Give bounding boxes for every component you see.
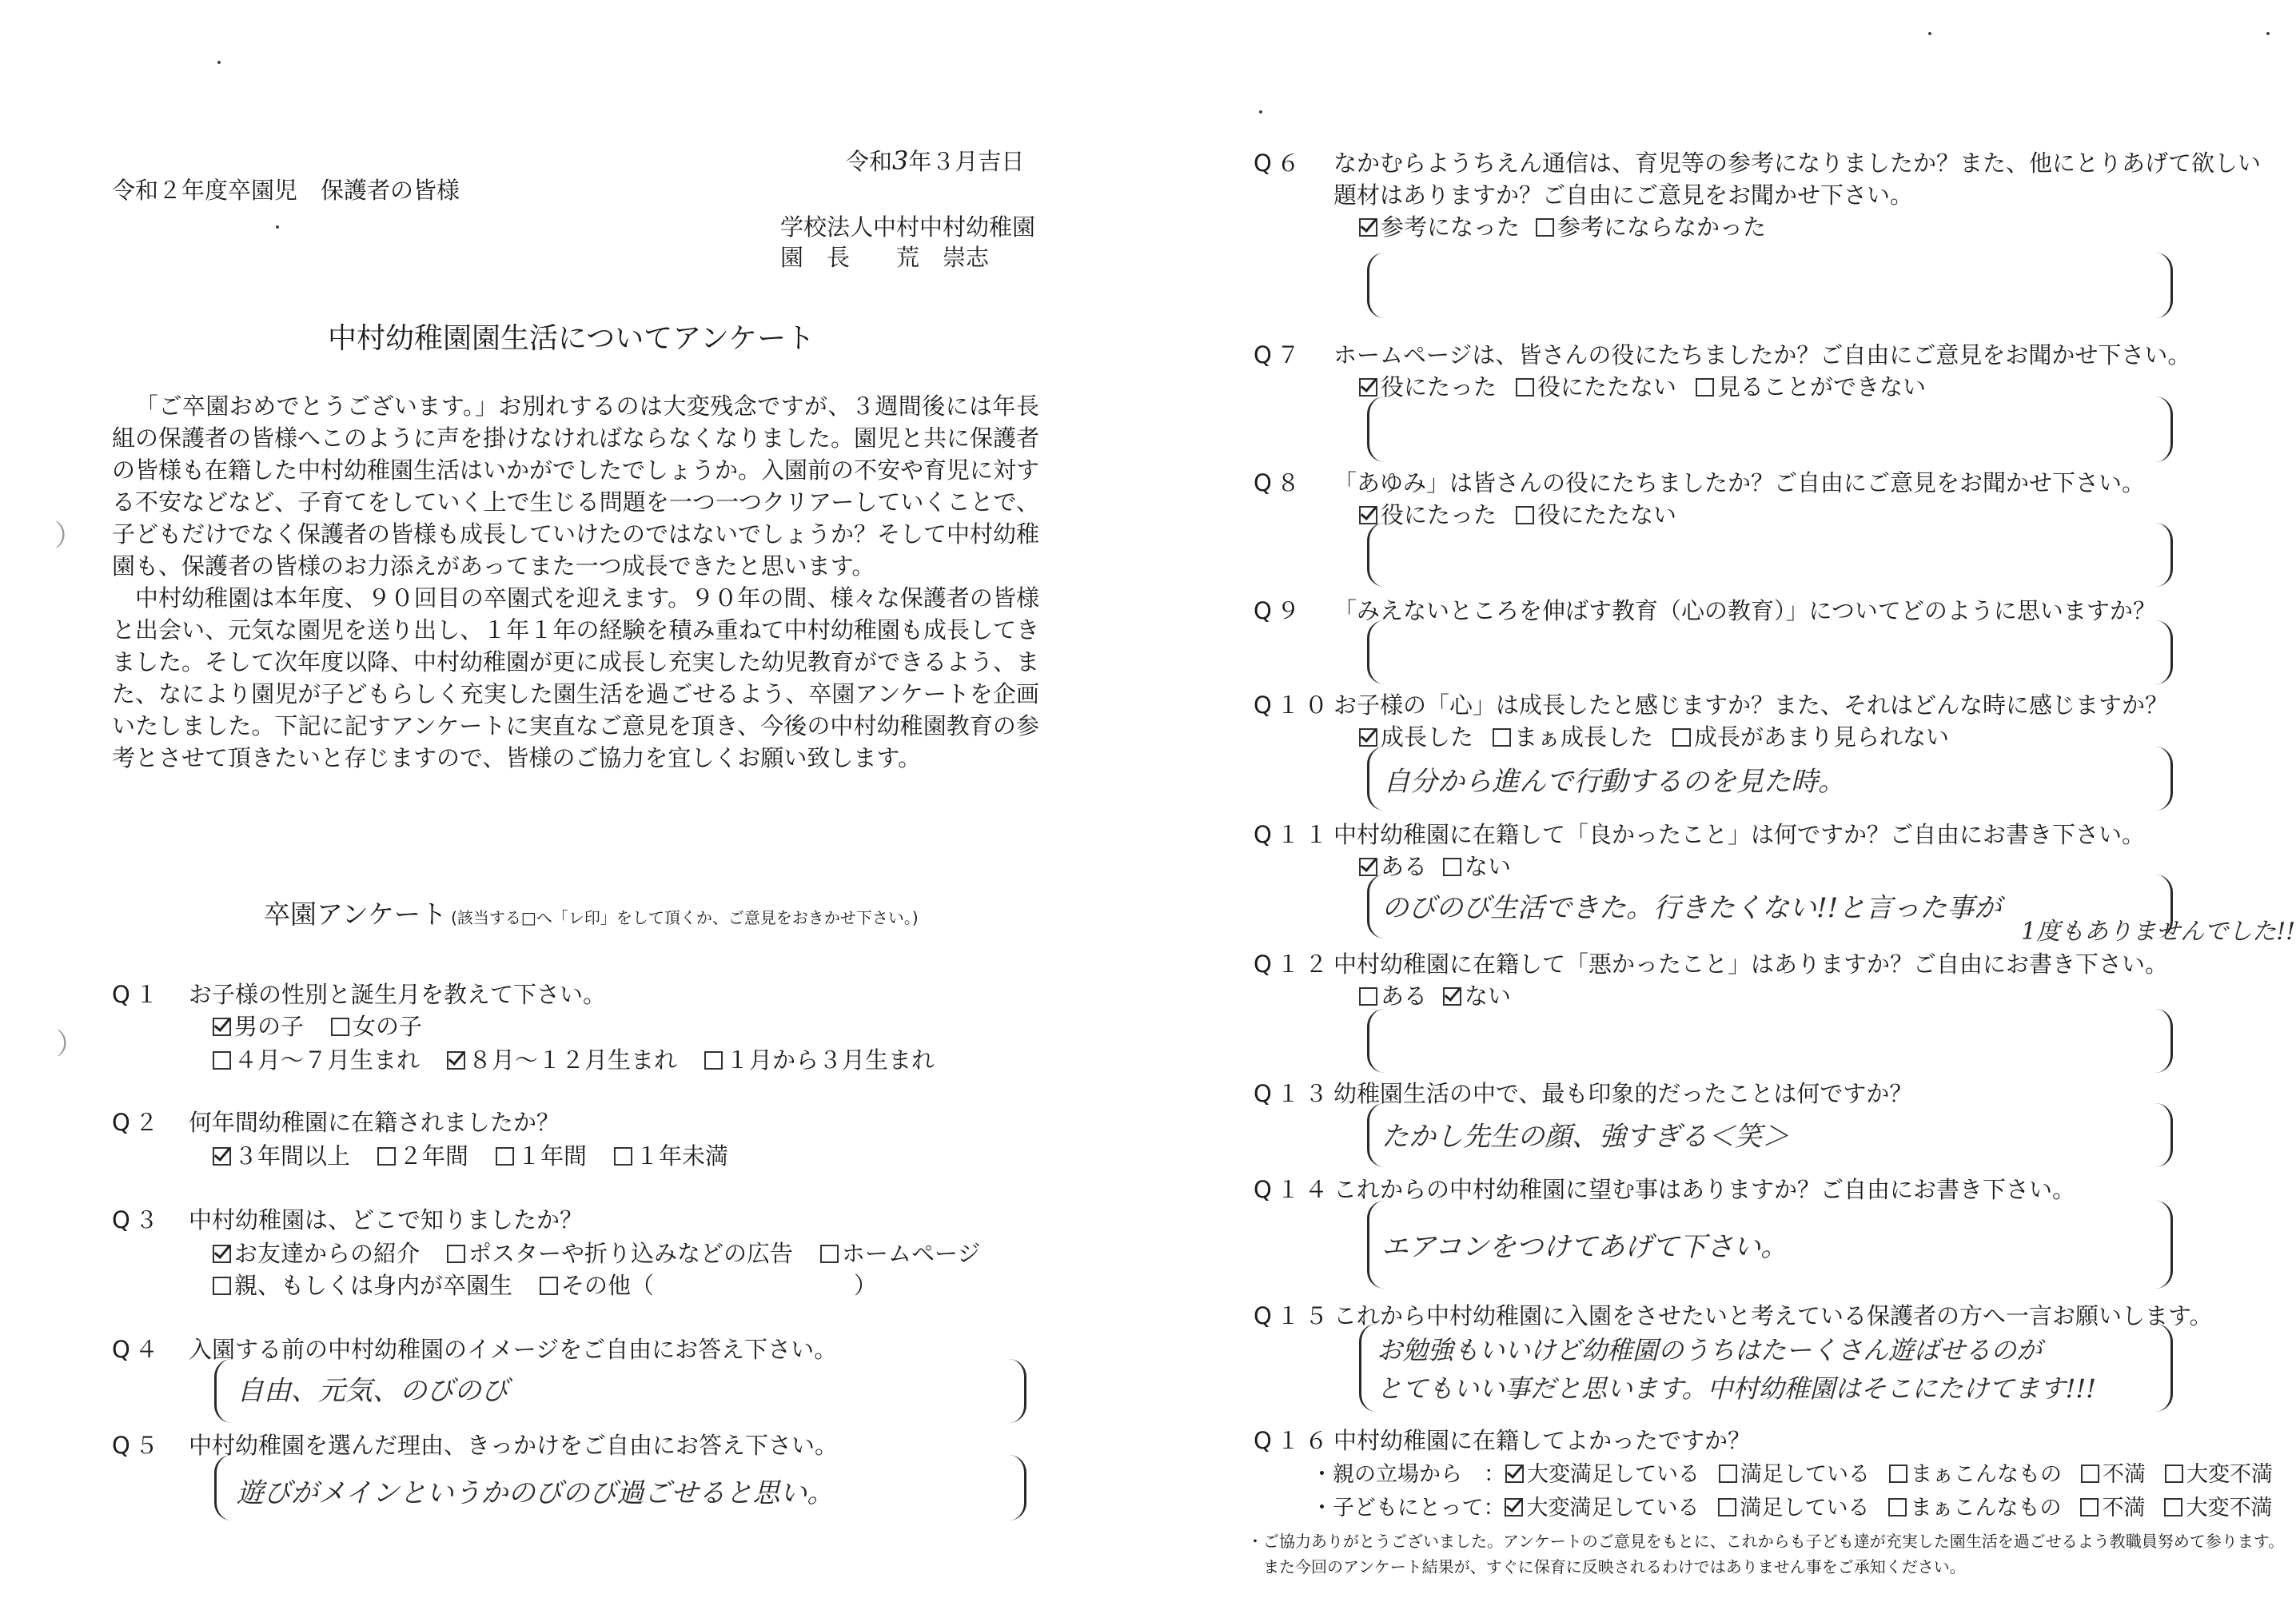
option-dissatisfied[interactable]: 不満 [2081,1457,2146,1488]
option-aug-dec[interactable]: ８月～１２月生まれ [447,1042,677,1075]
option-dissatisfied[interactable]: 不満 [2080,1490,2145,1521]
q16-row-label: ・子どもにとって： [1311,1496,1505,1520]
option-poster[interactable]: ポスターや折り込みなどの広告 [447,1236,793,1269]
q6-options [1359,209,1793,242]
checkbox-checked[interactable] [1359,378,1377,397]
option-jan-mar[interactable]: １月から３月生まれ [704,1042,935,1075]
scan-speck [1259,110,1262,114]
checkbox[interactable] [213,1277,231,1295]
option-so-so[interactable]: まぁこんなもの [1889,1457,2062,1488]
checkbox[interactable] [496,1147,514,1166]
checkbox-checked[interactable] [1505,1465,1524,1483]
checkbox[interactable] [213,1051,231,1070]
option-no[interactable]: ない [1443,849,1511,882]
option-under1[interactable]: １年未満 [614,1138,728,1171]
checkbox[interactable] [2081,1465,2099,1483]
recipient: 令和２年度卒園児 保護者の皆様 [112,177,460,204]
q12-answer-box[interactable] [1367,1009,2173,1073]
intro-paragraph: 中村幼稚園は本年度、９０回目の卒園式を迎えます。９０年の間、様々な保護者の皆様と出会い、元気な園児を送り出し、１年１年の経験を積み重ねて中村幼稚園も成長してきました。そして次年度以降、中村幼稚園が更に成長し充実した幼児教育ができるよう、また、なにより園児が子どもらしく充実した園生活を過ごせるよう、卒園アンケートを企画いたしました。下記に記すアンケートに実直なご意見を頂き、今後の中村幼稚園教育の参考とさせて頂きたいと存じますので、皆様のご協力を宜しくお願い致します。 [112,584,1040,771]
q2-text: 何年間幼稚園に在籍されましたか？ [189,1109,560,1136]
checkbox-checked[interactable] [1359,728,1377,747]
option-yes[interactable]: ある [1359,978,1427,1011]
checkbox[interactable] [331,1018,349,1036]
option-very-satisfied[interactable]: 大変満足している [1505,1457,1700,1488]
q4-number: Q４ [112,1336,163,1363]
scan-speck [2266,32,2270,35]
option-alumni-family[interactable]: 親、もしくは身内が卒園生 [213,1268,512,1301]
option-very-dissatisfied[interactable]: 大変不満 [2164,1490,2272,1521]
option-no[interactable]: ない [1443,978,1511,1011]
checkbox[interactable] [1718,1498,1736,1516]
q15-answer: お勉強もいいけど幼稚園のうちはたーくさん遊ばせるのが [1377,1335,2043,1365]
q11-answer: のびのび生活できた。行きたくない!!と言った事が [1381,892,2002,924]
q6-number: Q６ [1254,149,1305,177]
option-helpful[interactable]: 参考になった [1359,209,1520,242]
scan-speck [1928,32,1931,35]
option-useful[interactable]: 役にたった [1359,497,1497,530]
q12-options [1359,978,1538,1011]
checkbox-checked[interactable] [1359,858,1377,876]
footer-note: また今回のアンケート結果が、すぐに保育に反映されるわけではありません事をご承知ください。 [1247,1557,1966,1576]
school-name: 学校法人中村中村幼稚園 [780,213,1036,241]
q8-answer-box[interactable] [1367,523,2173,587]
q1-month-options [213,1042,962,1075]
issue-date: 令和3年３月吉日 [846,145,1025,176]
q11-number: Q１１ [1254,821,1333,848]
checkbox[interactable] [2080,1498,2099,1516]
option-not-helpful[interactable]: 参考にならなかった [1536,209,1766,242]
q2-number: Q２ [112,1109,163,1136]
q13-answer: たかし先生の顔、強すぎる＜笑＞ [1381,1121,1789,1153]
option-cannot-view[interactable]: 見ることができない [1696,369,1926,402]
option-grew[interactable]: 成長した [1359,719,1473,752]
q1-number: Q１ [112,981,163,1008]
q13-text: 幼稚園生活の中で、最も印象的だったことは何ですか？ [1333,1080,1913,1107]
option-useful[interactable]: 役にたった [1359,369,1497,402]
q8-number: Q８ [1254,469,1305,496]
checkbox-checked[interactable] [447,1051,465,1070]
option-satisfied[interactable]: 満足している [1719,1457,1870,1488]
q14-answer: エアコンをつけてあげて下さい。 [1381,1231,1788,1263]
q16-row-child [1311,1490,2272,1521]
option-1year[interactable]: １年間 [496,1138,587,1171]
option-very-dissatisfied[interactable]: 大変不満 [2165,1457,2273,1488]
q16-number: Q１６ [1254,1427,1333,1454]
checkbox-checked[interactable] [213,1245,231,1263]
option-homepage[interactable]: ホームページ [820,1236,980,1269]
intro-paragraph: 「ご卒園おめでとうございます。」お別れするのは大変残念ですが、３週間後には年長組の保護者の皆様へこのように声を掛けなければならなくなりました。園児と共に保護者の皆様も在籍した中村幼稚園生活はいかがでしたでしょうか。入園前の不安や育児に対する不安などなど、子育てをしていく上で生じる問題を一つ一つクリアーしていくことで、子どもだけでなく保護者の皆様も成長していけたのではないでしょうか？そして中村幼稚園も、保護者の皆様のお力添えがあってまた一つ成長できたと思います。 [112,393,1040,580]
q10-text: お子様の「心」は成長したと感じますか？また、それはどんな時に感じますか？ [1333,691,2169,719]
option-boy[interactable]: 男の子 [213,1009,304,1042]
checkbox[interactable] [1493,728,1511,747]
q12-text: 中村幼稚園に在籍して「悪かったこと」はありますか？ご自由にお書き下さい。 [1333,950,2169,978]
q5-answer: 遊びがメインというかのびのび過ごせると思い。 [237,1477,835,1509]
checkbox[interactable] [447,1245,465,1263]
checkbox-checked[interactable] [1443,987,1461,1006]
q13-number: Q１３ [1254,1080,1333,1107]
checkbox[interactable] [1888,1498,1907,1516]
option-other[interactable]: その他（ [540,1268,654,1301]
q2-options [213,1138,755,1171]
q16-text: 中村幼稚園に在籍してよかったですか？ [1333,1427,1752,1454]
q6-text-line2: 題材はありますか？ご自由にご意見をお聞かせ下さい。 [1333,181,1914,209]
q16-row-parent [1311,1457,2273,1488]
checkbox-checked[interactable] [1359,506,1377,524]
q9-answer-box[interactable] [1367,620,2173,684]
option-satisfied[interactable]: 満足している [1718,1490,1869,1521]
checkbox[interactable] [1696,378,1714,397]
checkbox-checked[interactable] [213,1147,231,1166]
q12-number: Q１２ [1254,950,1333,978]
checkbox-checked[interactable] [1359,218,1377,237]
q1-gender-options [213,1009,449,1042]
q10-number: Q１０ [1254,691,1333,719]
q6-answer-box[interactable] [1367,253,2173,318]
q15-text: これから中村幼稚園に入園をさせたいと考えている保護者の方へ一言お願いします。 [1333,1302,2213,1329]
q3-number: Q３ [112,1206,163,1233]
checkbox-checked[interactable] [1505,1498,1523,1516]
checkbox[interactable] [820,1245,839,1263]
checkbox[interactable] [377,1147,396,1166]
q16-row-label: ・親の立場から ： [1311,1462,1505,1487]
q5-number: Q５ [112,1432,163,1459]
checkbox[interactable] [1359,987,1377,1006]
option-not-useful[interactable]: 役にたたない [1516,497,1676,530]
principal-name: 園 長 荒 崇志 [780,244,990,271]
q10-answer: 自分から進んで行動するのを見た時。 [1383,766,1845,798]
option-friend[interactable]: お友達からの紹介 [213,1236,420,1269]
q3-text: 中村幼稚園は、どこで知りましたか？ [189,1206,584,1233]
option-so-so[interactable]: まぁこんなもの [1888,1490,2061,1521]
q4-answer: 自由、元気、のびのび [237,1375,508,1407]
q14-text: これからの中村幼稚園に望む事はありますか？ご自由にお書き下さい。 [1333,1176,2076,1203]
q7-text: ホームページは、皆さんの役にたちましたか？ご自由にご意見をお聞かせ下さい。 [1333,341,2191,369]
checkbox[interactable] [1516,506,1534,524]
option-3years[interactable]: ３年間以上 [213,1138,350,1171]
q7-number: Q７ [1254,341,1305,369]
footer-note: ・ご協力ありがとうございました。アンケートのご意見をもとに、これからも子ども達が充実した園生活を過ごせるよう教職員努めて参ります。 [1247,1532,2285,1551]
option-somewhat-grew[interactable]: まぁ成長した [1493,719,1653,752]
checkbox[interactable] [1536,218,1554,237]
q15-number: Q１５ [1254,1302,1333,1329]
binding-mark: ） [54,520,84,552]
q9-text: 「みえないところを伸ばす教育（心の教育）」についてどのように思いますか？ [1333,597,2156,624]
page-title: 中村幼稚園園生活についてアンケート [328,322,815,355]
q3-options-row2: 親、もしくは身内が卒園生 その他（ ） [213,1268,877,1301]
checkbox[interactable] [1672,728,1691,747]
option-little-growth[interactable]: 成長があまり見られない [1672,719,1949,752]
scan-speck [276,225,279,229]
checkbox[interactable] [1889,1465,1907,1483]
checkbox[interactable] [2164,1498,2182,1516]
q6-text-line1: なかむらようちえん通信は、育児等の参考になりましたか？また、他にとりあげて欲しい [1333,149,2262,177]
option-apr-jul[interactable]: ４月～７月生まれ [213,1042,420,1075]
q8-text: 「あゆみ」は皆さんの役にたちましたか？ご自由にご意見をお聞かせ下さい。 [1333,469,2146,496]
checkbox-checked[interactable] [213,1018,231,1036]
checkbox[interactable] [614,1147,632,1166]
q3-options-row1 [213,1236,1007,1269]
checkbox[interactable] [704,1051,723,1070]
option-2years[interactable]: ２年間 [377,1138,468,1171]
checkbox[interactable] [1719,1465,1737,1483]
q15-answer-cont: とてもいい事だと思います。中村幼稚園はそこにたけてます!!! [1377,1373,2097,1404]
q7-answer-box[interactable] [1367,397,2173,462]
intro-text [112,390,1039,774]
survey-note: (該当する□へ「レ印」をして頂くか、ご意見をおきかせ下さい。) [451,908,919,927]
date-handwritten-digit: 3 [892,145,909,176]
checkbox[interactable] [1516,378,1534,397]
q11-text: 中村幼稚園に在籍して「良かったこと」は何ですか？ご自由にお書き下さい。 [1333,821,2146,848]
q14-number: Q１４ [1254,1176,1333,1203]
survey-heading-text: 卒園アンケート [264,899,448,930]
checkbox[interactable] [540,1277,558,1295]
q9-number: Q９ [1254,597,1305,624]
checkbox[interactable] [2165,1465,2183,1483]
q1-text: お子様の性別と誕生月を教えて下さい。 [189,981,607,1008]
option-very-satisfied[interactable]: 大変満足している [1505,1490,1699,1521]
survey-heading [264,894,919,931]
option-yes[interactable]: ある [1359,849,1427,882]
option-girl[interactable]: 女の子 [331,1009,422,1042]
q11-answer-cont: 1度もありませんでした!! [2021,918,2296,946]
option-not-useful[interactable]: 役にたたない [1516,369,1676,402]
scan-speck [217,61,221,64]
checkbox[interactable] [1443,858,1461,876]
q5-text: 中村幼稚園を選んだ理由、きっかけをご自由にお答え下さい。 [189,1432,839,1459]
binding-mark: ） [56,1028,86,1061]
q4-text: 入園する前の中村幼稚園のイメージをご自由にお答え下さい。 [189,1336,838,1363]
